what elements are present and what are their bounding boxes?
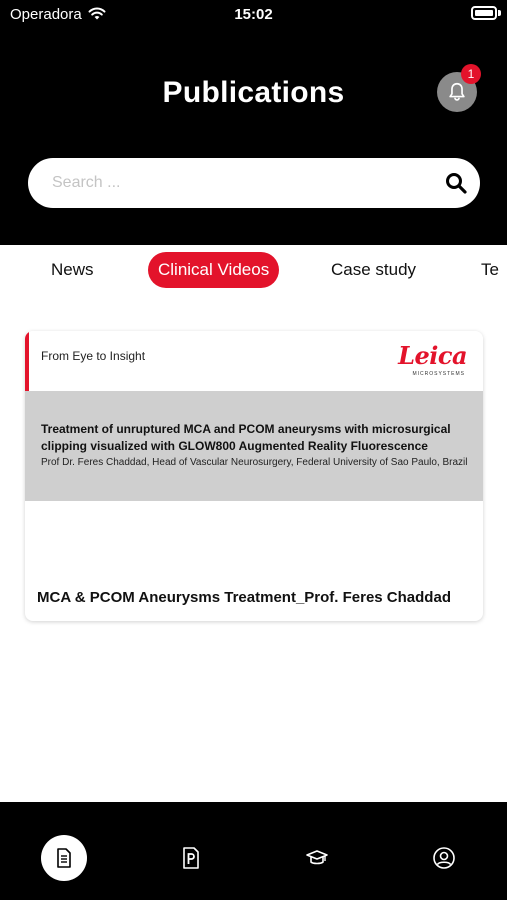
banner-title: Treatment of unruptured MCA and PCOM aneurysms with microsurgical clipping visualized with GLOW800 Augmented Reality Fluorescence bbox=[41, 422, 451, 453]
accent-bar bbox=[25, 331, 29, 391]
leica-logo bbox=[398, 341, 467, 381]
publication-icon bbox=[179, 846, 203, 870]
nav-publications[interactable] bbox=[168, 835, 214, 881]
nav-documents[interactable] bbox=[41, 835, 87, 881]
card-caption: MCA & PCOM Aneurysms Treatment_Prof. Feres Chaddad bbox=[37, 589, 451, 606]
tab-partial[interactable]: Te bbox=[481, 260, 499, 279]
search-icon[interactable] bbox=[444, 171, 468, 195]
carrier-label: Operadora bbox=[10, 6, 82, 23]
category-tabs bbox=[0, 245, 507, 300]
nav-education[interactable] bbox=[294, 835, 340, 881]
status-bar bbox=[0, 0, 507, 30]
nav-profile[interactable] bbox=[421, 835, 467, 881]
logo-wordmark: Leica bbox=[398, 341, 467, 370]
profile-icon bbox=[432, 846, 456, 870]
card-thumbnail-top bbox=[25, 331, 483, 391]
bottom-nav bbox=[0, 802, 507, 900]
page-title: Publications bbox=[162, 76, 345, 109]
bell-icon bbox=[446, 81, 468, 103]
header bbox=[0, 0, 507, 245]
tab-case-study[interactable]: Case study bbox=[331, 260, 417, 279]
graduation-cap-icon bbox=[305, 846, 329, 870]
battery-icon bbox=[471, 6, 497, 20]
card-tagline: From Eye to Insight bbox=[41, 349, 146, 363]
tab-news[interactable]: News bbox=[51, 260, 94, 279]
search-bar bbox=[28, 158, 480, 208]
document-icon bbox=[52, 846, 76, 870]
clock: 15:02 bbox=[234, 6, 273, 23]
battery-tip bbox=[498, 10, 501, 16]
video-card[interactable] bbox=[25, 331, 483, 621]
search-input[interactable] bbox=[52, 158, 432, 208]
tab-clinical-videos[interactable]: Clinical Videos bbox=[148, 252, 279, 288]
banner-subtitle: Prof Dr. Feres Chaddad, Head of Vascular Neurosurgery, Federal University of Sao Paulo, Brazil bbox=[41, 457, 468, 468]
logo-subtext: MICROSYSTEMS bbox=[412, 371, 465, 377]
card-thumbnail-banner bbox=[25, 391, 483, 501]
notification-badge: 1 bbox=[461, 64, 481, 84]
